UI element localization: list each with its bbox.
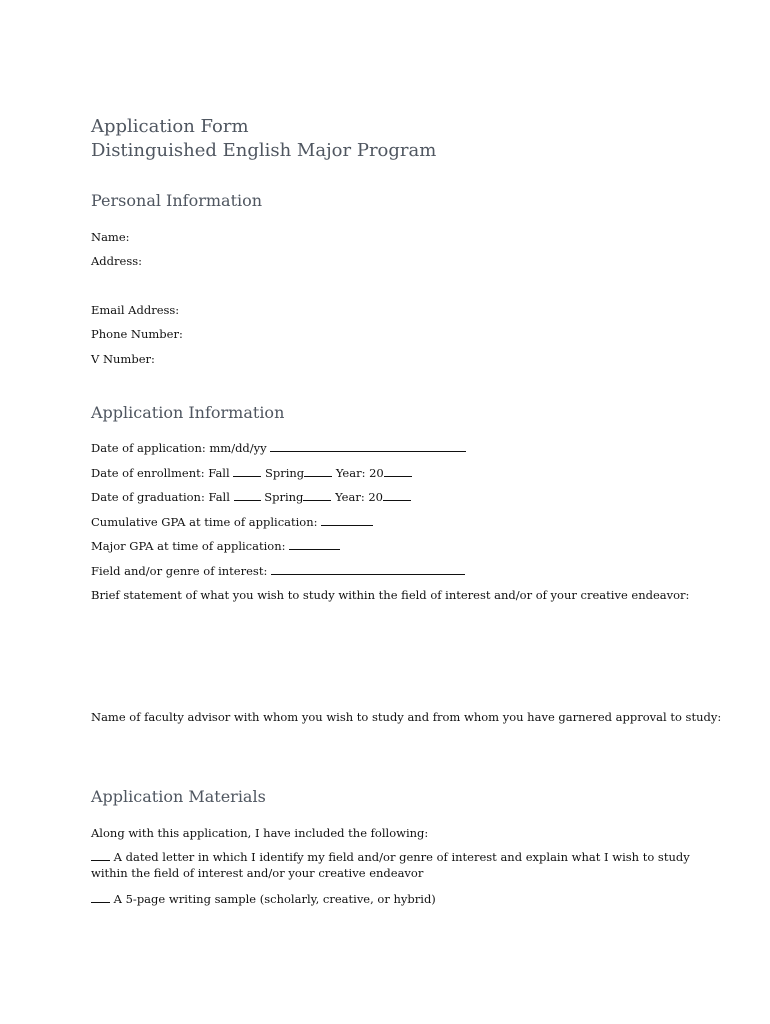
materials-intro: Along with this application, I have included the following: (91, 826, 429, 840)
date-application-blank[interactable] (270, 440, 466, 452)
application-info-heading: Application Information (91, 403, 285, 422)
materials-item-sample (91, 891, 436, 907)
field-interest-blank[interactable] (271, 563, 465, 575)
form-title: Application Form (91, 116, 249, 137)
letter-item-text: A dated letter in which I identify my field and/or genre of interest and explain what I wish to study within the field of interest and/or your creative endeavor (91, 850, 690, 880)
enrollment-spring-label: Spring (264, 466, 305, 480)
major-gpa-row (91, 538, 340, 554)
letter-checkbox-blank[interactable] (91, 849, 110, 861)
vnumber-label: V Number: (91, 352, 155, 366)
graduation-year-label: Year: 20 (335, 490, 383, 504)
graduation-spring-label: Spring (264, 490, 304, 504)
field-interest-row (91, 563, 465, 579)
graduation-year-blank[interactable] (383, 489, 411, 501)
graduation-row (91, 489, 411, 505)
advisor-label: Name of faculty advisor with whom you wish to study and from whom you have garnered approval to study: (91, 710, 722, 724)
enrollment-fall-blank[interactable] (233, 465, 261, 477)
cumulative-gpa-label: Cumulative GPA at time of application: (91, 515, 318, 529)
enrollment-spring-blank[interactable] (304, 465, 332, 477)
sample-item-text: A 5-page writing sample (scholarly, creative, or hybrid) (113, 892, 436, 906)
enrollment-year-blank[interactable] (384, 465, 412, 477)
graduation-fall-blank[interactable] (234, 489, 261, 501)
field-interest-label: Field and/or genre of interest: (91, 564, 268, 578)
major-gpa-label: Major GPA at time of application: (91, 539, 286, 553)
personal-info-heading: Personal Information (91, 191, 263, 210)
cumulative-gpa-row (91, 514, 373, 530)
materials-item-letter (91, 849, 691, 881)
address-label: Address: (91, 254, 143, 268)
phone-label: Phone Number: (91, 327, 183, 341)
enrollment-row (91, 465, 412, 481)
enrollment-year-label: Year: 20 (335, 466, 384, 480)
sample-checkbox-blank[interactable] (91, 891, 110, 903)
enrollment-label: Date of enrollment: Fall (91, 466, 230, 480)
date-application-label: Date of application: mm/dd/yy (91, 441, 267, 455)
date-application-row (91, 440, 466, 456)
cumulative-gpa-blank[interactable] (321, 514, 373, 526)
name-label: Name: (91, 230, 130, 244)
program-title: Distinguished English Major Program (91, 140, 437, 161)
major-gpa-blank[interactable] (289, 538, 340, 550)
graduation-label: Date of graduation: Fall (91, 490, 230, 504)
application-materials-heading: Application Materials (91, 787, 266, 806)
statement-label: Brief statement of what you wish to study within the field of interest and/or of your creative endeavor: (91, 588, 690, 602)
email-label: Email Address: (91, 303, 180, 317)
graduation-spring-blank[interactable] (303, 489, 331, 501)
